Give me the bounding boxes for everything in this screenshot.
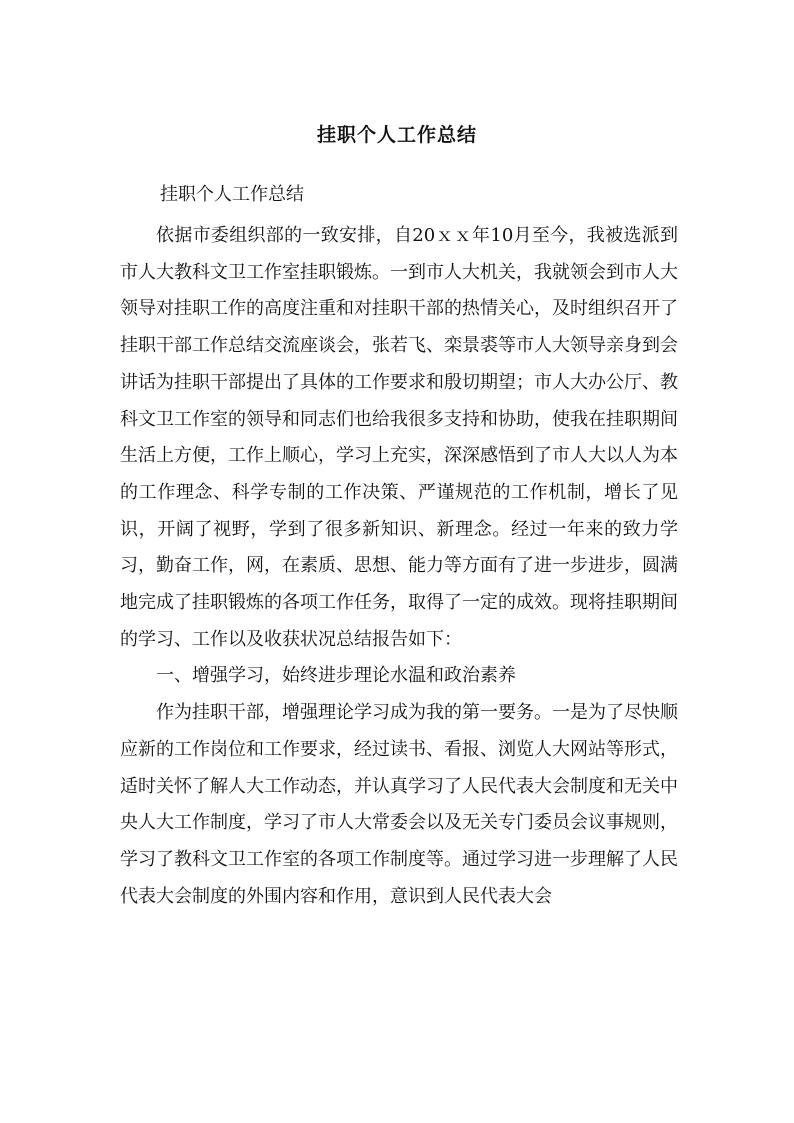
document-subtitle: 挂职个人工作总结 (160, 184, 304, 205)
paragraph-study: 作为挂职干部，增强理论学习成为我的第一要务。一是为了尽快顺应新的工作岗位和工作要求，经过读书、看报、浏览人大网站等形式，适时关怀了解人大工作动态，并认真学习了人民代表大会制度和无关中央人大工作制度，学习了市人大常委会以及无关专门委员会议事规则，学习了教科文卫工作室的各项工作制度等。通过学习进一步理解了人民代表大会制度的外围内容和作用，意识到人民代表大会 (120, 702, 678, 907)
paragraph-intro: 依据市委组织部的一致安排，自20ｘｘ年10月至今，我被选派到市人大教科文卫工作室挂职锻炼。一到市人大机关，我就领会到市人大领导对挂职工作的高度注重和对挂职干部的热情关心，及时组织召开了挂职干部工作总结交流座谈会，张若飞、栾景裘等市人大领导亲身到会讲话为挂职干部提出了具体的工作要求和殷切期望；市人大办公厅、教科文卫工作室的领导和同志们也给我很多支持和协助，使我在挂职期间生活上方便，工作上顺心，学习上充实，深深感悟到了市人大以人为本的工作理念、科学专制的工作决策、严谨规范的工作机制，增长了见识，开阔了视野，学到了很多新知识、新理念。经过一年来的致力学习，勤奋工作，网，在素质、思想、能力等方面有了进一步进步，圆满地完成了挂职锻炼的各项工作任务，取得了一定的成效。现将挂职期间的学习、工作以及收获状况总结报告如下： (120, 225, 678, 650)
document-title: 挂职个人工作总结 (316, 124, 477, 146)
document-body (120, 218, 678, 915)
section-heading-1: 一、增强学习，始终进步理论水温和政治素养 (156, 665, 516, 687)
